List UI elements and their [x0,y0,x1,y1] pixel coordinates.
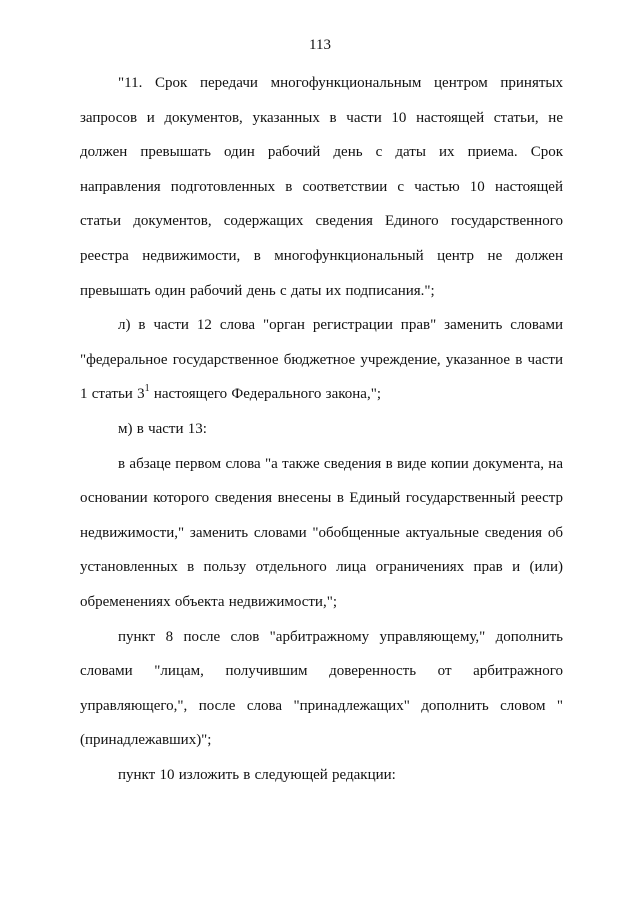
page-number: 113 [309,37,331,53]
paragraph-clause-11: "11. Срок передачи многофункциональным центром принятых запросов и документов, указанных в части 10 настоящей статьи, не должен превышать один рабочий день с даты их приема. Срок направления подготовленных в соответствии с частью 10 настоящей статьи документов, содержащих сведения Единого государственного реестра недвижимости, в многофункциональный центр не должен превышать один рабочий день с даты их подписания."; [80,75,563,299]
document-body [80,66,563,792]
superscript-article-number: 1 [144,383,150,395]
paragraph-item-m: м) в части 13: [118,420,207,437]
paragraph-item-l-text-end: настоящего Федерального закона,"; [149,386,382,403]
paragraph-item-l [80,308,563,412]
paragraph-point-8: пункт 8 после слов "арбитражному управляющему," дополнить словами "лицам, получившим доверенность от арбитражного управляющего,", после слова "принадлежащих" дополнить словом "(принадлежавших)"; [80,628,563,749]
paragraph-item-l-text: л) в части 12 слова "орган регистрации прав" заменить словами "федеральное государственное бюджетное учреждение, указанное в части 1 статьи 3 [80,317,563,403]
paragraph-point-10: пункт 10 изложить в следующей редакции: [118,766,396,783]
paragraph-first-abzac: в абзаце первом слова "а также сведения в виде копии документа, на основании которого сведения внесены в Единый государственный реестр недвижимости," заменить словами "обобщенные актуальные сведения об установленных в пользу отдельного лица ограничениях прав и (или) обременениях объекта недвижимости,"; [80,455,563,610]
